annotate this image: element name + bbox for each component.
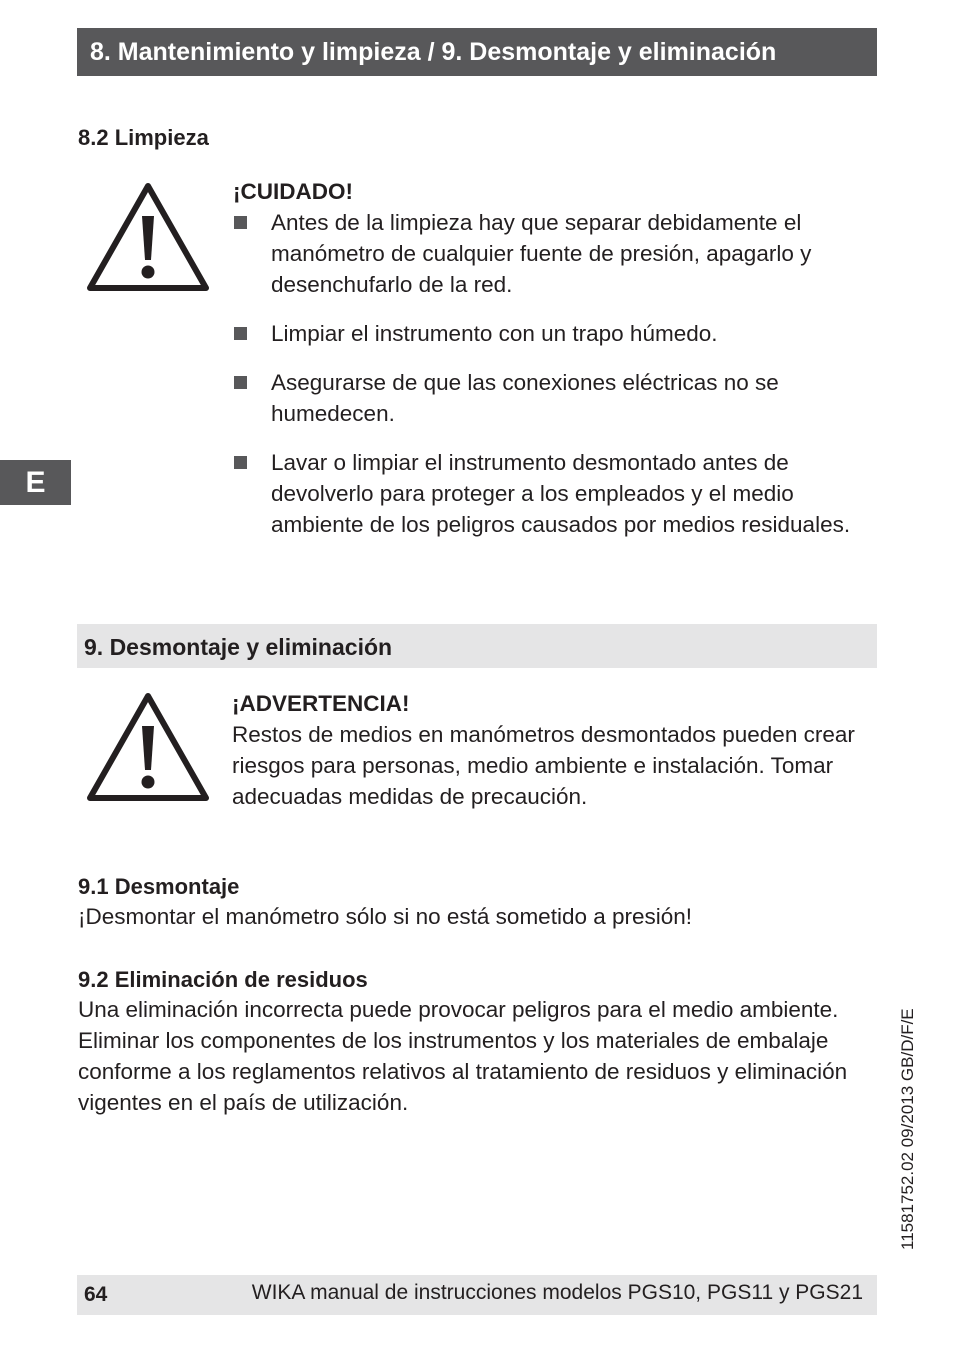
- bullet-item: [233, 367, 863, 429]
- bullet-item: [233, 447, 863, 540]
- page-header: [77, 28, 877, 76]
- warning-label: ¡ADVERTENCIA!: [232, 691, 410, 716]
- bullet-square-icon: [234, 376, 247, 389]
- bullet-text: Antes de la limpieza hay que separar debidamente el manómetro de cualquier fuente de presión, apagarlo y desenchufarlo de la red.: [271, 210, 812, 297]
- bullet-item: [233, 318, 863, 349]
- page-number: 64: [84, 1283, 108, 1306]
- bullet-text: Asegurarse de que las conexiones eléctricas no se humedecen.: [271, 370, 779, 426]
- bullet-text: Limpiar el instrumento con un trapo húmedo.: [271, 321, 718, 346]
- bullet-square-icon: [234, 456, 247, 469]
- caution-block: [233, 176, 863, 558]
- caution-label: ¡CUIDADO!: [233, 179, 353, 204]
- section-9-1: [78, 873, 868, 932]
- language-tab-letter: E: [25, 466, 46, 499]
- warning-block: [232, 688, 872, 812]
- footer-text: WIKA manual de instrucciones modelos PGS10, PGS11 y PGS21: [251, 1281, 863, 1304]
- section-9-2-heading: 9.2 Eliminación de residuos: [78, 967, 368, 992]
- document-number: 11581752.02 09/2013 GB/D/F/E: [898, 1008, 917, 1250]
- warning-triangle-icon: [86, 182, 210, 292]
- section-9-heading-bar: [77, 624, 877, 668]
- bullet-item: [233, 207, 863, 300]
- section-9-2-paragraph: Eliminar los componentes de los instrumentos y los materiales de embalaje conforme a los reglamentos relativos al tratamiento de residuos y eliminación vigentes en el país de utilización.: [78, 1028, 848, 1115]
- warning-text: Restos de medios en manómetros desmontados pueden crear riesgos para personas, medio ambiente e instalación. Tomar adecuadas medidas de precaución.: [232, 722, 855, 809]
- page-footer: [77, 1275, 877, 1315]
- language-tab: [0, 460, 71, 505]
- cleaning-bullet-list: [233, 207, 863, 540]
- section-9-2-paragraph: Una eliminación incorrecta puede provocar peligros para el medio ambiente.: [78, 997, 839, 1022]
- section-9-heading: 9. Desmontaje y eliminación: [84, 634, 393, 660]
- bullet-square-icon: [234, 327, 247, 340]
- page-header-title: 8. Mantenimiento y limpieza / 9. Desmontaje y eliminación: [90, 38, 777, 66]
- bullet-square-icon: [234, 216, 247, 229]
- section-9-2: [78, 966, 868, 1118]
- section-9-1-text: ¡Desmontar el manómetro sólo si no está sometido a presión!: [78, 904, 693, 929]
- warning-triangle-icon: [86, 692, 210, 802]
- section-9-1-heading: 9.1 Desmontaje: [78, 874, 240, 899]
- bullet-text: Lavar o limpiar el instrumento desmontado antes de devolverlo para proteger a los empleados y el medio ambiente de los peligros causados por medios residuales.: [271, 450, 851, 537]
- section-8-2-heading: 8.2 Limpieza: [78, 125, 209, 150]
